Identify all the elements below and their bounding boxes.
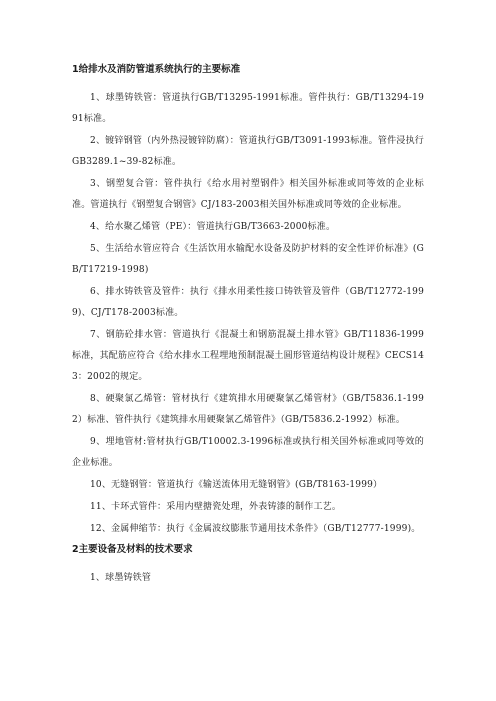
paragraph-item-3: 3、钢塑复合管：管件执行《给水用衬塑钢件》相关国外标准或同等效的企业标准。管道执行《钢塑复合钢管》CJ/183-2003相关国外标准或同等效的企业标准。 bbox=[72, 179, 424, 210]
section-heading-requirements: 2主要设备及材料的技术要求 bbox=[72, 544, 193, 555]
paragraph-item-2: 2、镀锌钢管（内外热浸镀锌防腐）：管道执行GB/T3091-1993标准。管件浸执行GB3289.1~39-82标准。 bbox=[72, 136, 424, 167]
paragraph-item-7: 7、钢筋砼排水管：管道执行《混凝土和钢筋混凝土排水管》GB/T11836-1999标准，其配筋应符合《给水排水工程埋地预制混凝土圆形管道结构设计规程》CECS143：2002的规定。 bbox=[72, 330, 424, 382]
section-heading-standards: 1给排水及消防管道系统执行的主要标准 bbox=[72, 64, 241, 75]
paragraph-item-5: 5、生活给水管应符合《生活饮用水输配水设备及防护材料的安全性评价标准》(GB/T17219-1998) bbox=[72, 244, 424, 275]
paragraph-item-1: 1、球墨铸铁管：管道执行GB/T13295-1991标准。管件执行：GB/T13294-1991标准。 bbox=[72, 93, 424, 124]
paragraph-item-10: 10、无缝钢管：管道执行《输送流体用无缝钢管》(GB/T8163-1999） bbox=[90, 480, 383, 490]
paragraph-item-6: 6、排水铸铁管及管件：执行《排水用柔性接口铸铁管及管件（GB/T12772-1999)、CJ/T178-2003标准。 bbox=[72, 287, 424, 318]
paragraph-item-11: 11、卡环式管件：采用内壁搪瓷处理，外表铸漆的制作工艺。 bbox=[90, 502, 342, 512]
paragraph-item-8: 8、硬聚氯乙烯管：管材执行《建筑排水用硬聚氯乙烯管材》（GB/T5836.1-1992）标准、管件执行《建筑排水用硬聚氯乙烯管件》（GB/T5836.2-1992）标准。 bbox=[72, 394, 424, 425]
paragraph-item-4: 4、给水聚乙烯管（PE）：管道执行GB/T3663-2000标准。 bbox=[90, 222, 336, 232]
paragraph-item-12: 12、金属伸缩节：执行《金属波纹膨胀节通用技术条件》（GB/T12777-1999)。 bbox=[90, 524, 421, 534]
document-body bbox=[72, 62, 424, 590]
paragraph-subitem-1: 1、球墨铸铁管 bbox=[90, 573, 152, 583]
paragraph-item-9: 9、埋地管材:管材执行GB/T10002.3-1996标准或执行相关国外标准或同等效的企业标准。 bbox=[72, 437, 424, 468]
